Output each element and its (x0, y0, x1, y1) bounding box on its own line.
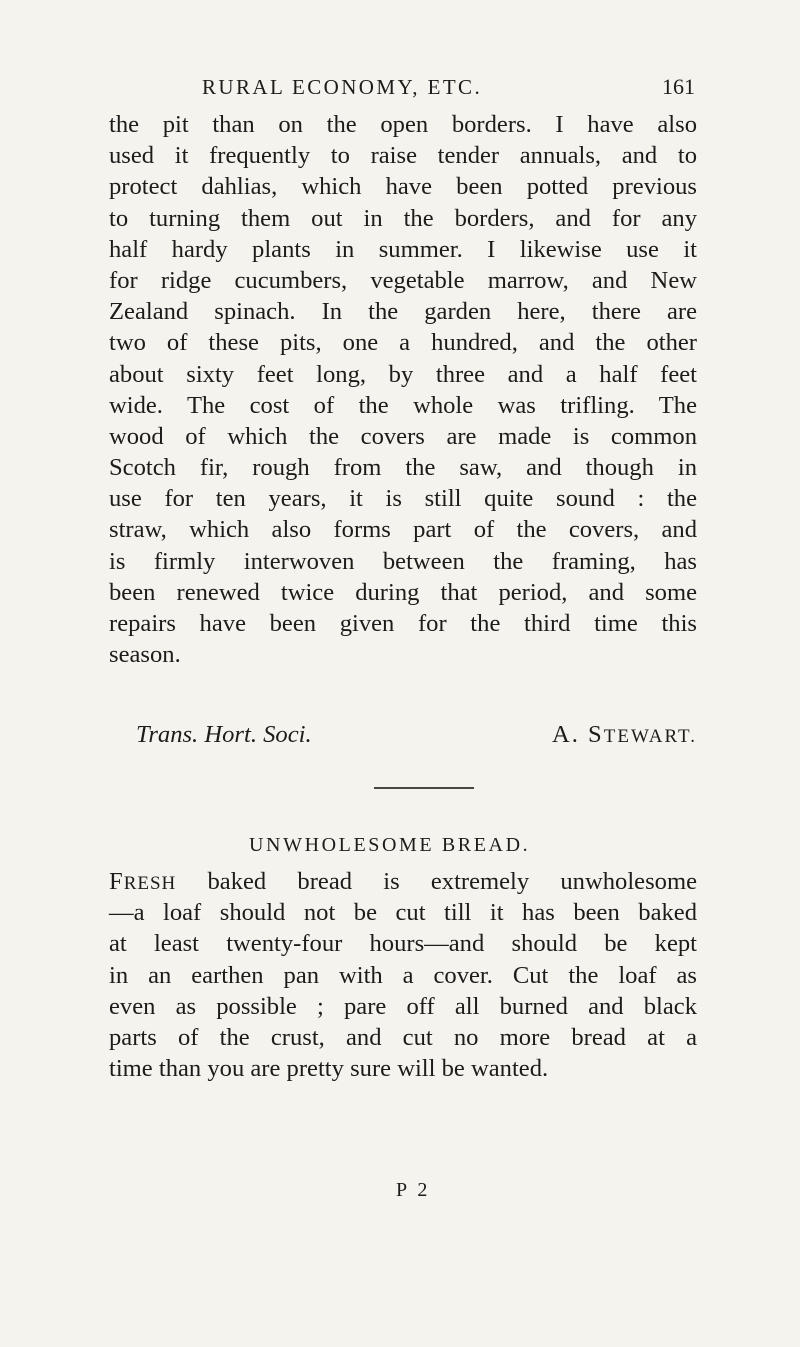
text-line: use for ten years, it is still quite sound : the (109, 485, 697, 513)
text-line: the pit than on the open borders. I have also (109, 111, 697, 138)
text-line: even as possible ; pare off all burned and black (109, 992, 697, 1020)
text-line: time than you are pretty sure will be wanted. (109, 1055, 549, 1083)
section-heading: UNWHOLESOME BREAD. (249, 834, 531, 856)
author-initial: A. S (552, 721, 604, 748)
text-line: protect dahlias, which have been potted previous (109, 173, 697, 201)
text-line: two of these pits, one a hundred, and the other (109, 329, 697, 357)
text-line: half hardy plants in summer. I likewise use it (109, 235, 697, 263)
text-line: is firmly interwoven between the framing, has (109, 547, 697, 575)
running-title: RURAL ECONOMY, ETC. (202, 75, 483, 99)
text-line: about sixty feet long, by three and a half feet (109, 360, 697, 388)
author-surname-rest: TEWART. (603, 726, 697, 747)
text-line: wood of which the covers are made is common (109, 422, 697, 450)
text-line: Scotch fir, rough from the saw, and though in (109, 454, 697, 482)
attribution-line (136, 718, 697, 752)
text-line: to turning them out in the borders, and for any (109, 204, 697, 232)
text-line: —a loaf should not be cut till it has been baked (109, 899, 697, 927)
text-line: wide. The cost of the whole was trifling. The (109, 391, 697, 419)
text-line: for ridge cucumbers, vegetable marrow, and New (109, 266, 697, 294)
section-divider (374, 787, 474, 789)
printer-signature-mark: P 2 (396, 1179, 431, 1201)
lead-small-caps: RESH (123, 873, 177, 894)
page-number: 161 (662, 74, 695, 99)
text-line: Zealand spinach. In the garden here, there are (109, 298, 697, 326)
paragraph-bread (109, 866, 697, 1084)
first-line-rest: baked bread is extremely unwholesome (176, 868, 697, 895)
text-line: parts of the crust, and cut no more bread at a (109, 1023, 697, 1051)
text-line (109, 866, 697, 897)
lead-word (109, 868, 176, 895)
text-line: season. (109, 641, 181, 669)
source-citation: Trans. Hort. Soci. (136, 721, 312, 748)
lead-initial: F (109, 868, 124, 895)
text-line: been renewed twice during that period, and some (109, 578, 697, 606)
author-name (552, 718, 697, 754)
running-header (110, 70, 695, 104)
text-line: straw, which also forms part of the covers, and (109, 516, 697, 544)
text-line: at least twenty-four hours—and should be kept (109, 930, 697, 958)
text-line: repairs have been given for the third time this (109, 610, 697, 637)
text-line: used it frequently to raise tender annuals, and to (109, 142, 697, 170)
paragraph-pits (109, 109, 697, 670)
text-line: in an earthen pan with a cover. Cut the loaf as (109, 961, 697, 989)
